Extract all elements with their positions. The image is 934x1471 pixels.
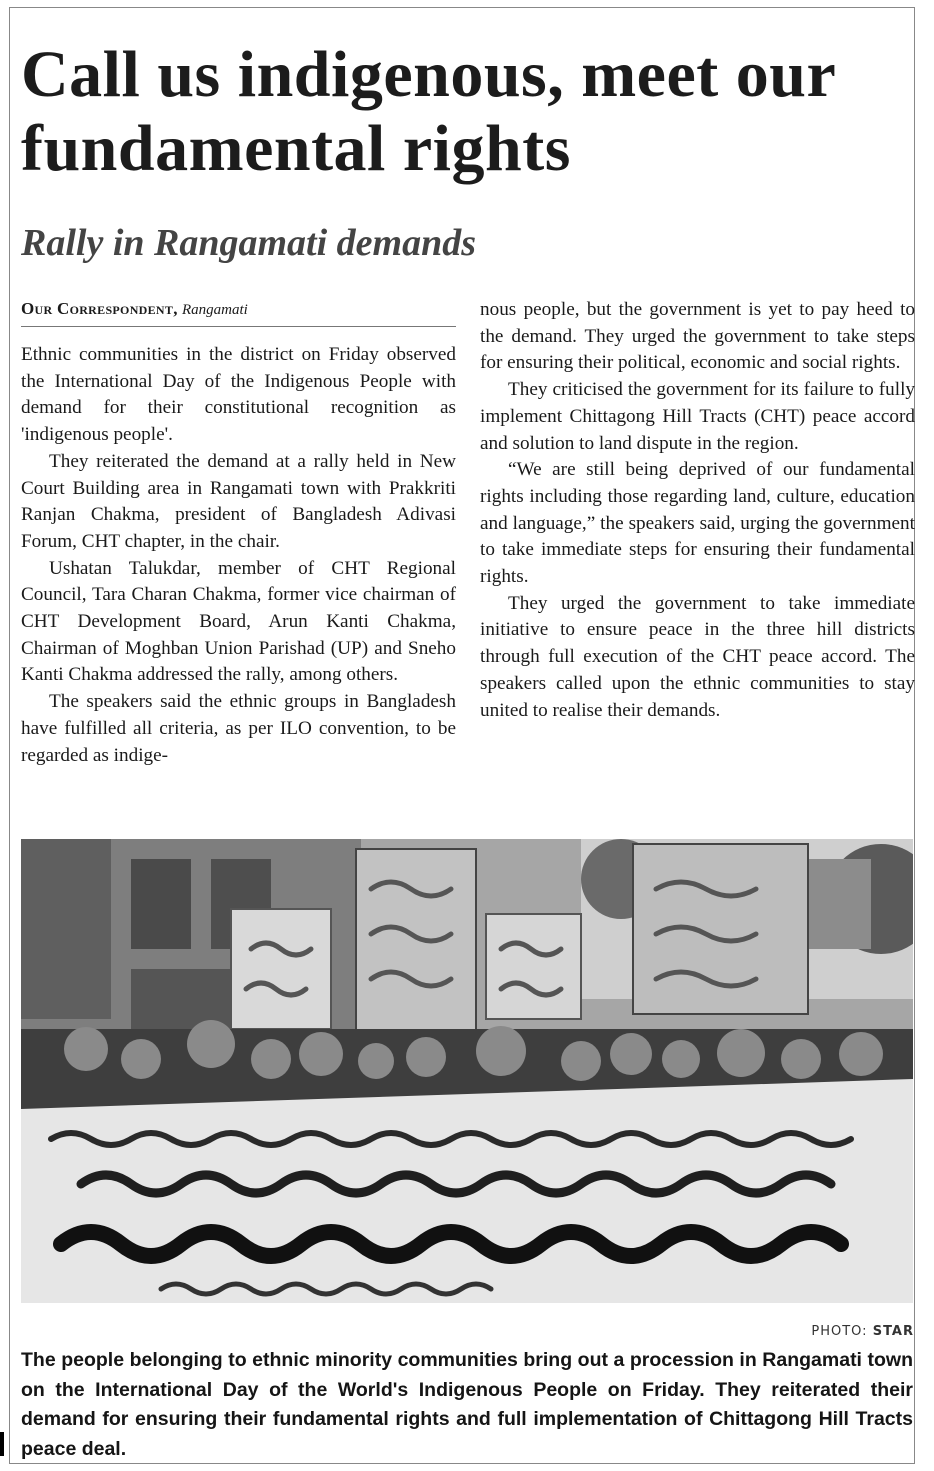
paragraph: They criticised the government for its failure to fully implement Chittagong Hill Tracts (CHT) peace accord and solution to land dispute in the region. [480,379,915,454]
article-column-1 [21,342,456,769]
byline-name: Our Correspondent, [21,299,178,318]
article-column-2 [480,297,915,724]
rally-photo-illustration [21,839,913,1303]
photo-credit [811,1324,914,1339]
photo-credit-source: STAR [872,1324,914,1339]
photo-caption: The people belonging to ethnic minority communities bring out a procession in Rangamati town on the International Day of the World's Indigenous People on Friday. They reiterated their demand for ensuring their fundamental rights and full implementation of Chittagong Hill Tracts peace deal. [21,1349,913,1460]
margin-mark [0,1432,4,1456]
byline-rule [21,326,456,327]
paragraph: The speakers said the ethnic groups in Bangladesh have fulfilled all criteria, as per ILO convention, to be regarded as indige- [21,691,456,766]
headline: Call us indigenous, meet our fundamental rights [21,38,836,185]
rally-photo [21,839,913,1303]
byline [21,299,248,319]
subheadline: Rally in Rangamati demands [21,222,477,264]
paragraph: Ethnic communities in the district on Friday observed the International Day of the Indigenous People with demand for their constitutional recognition as 'indigenous people'. [21,344,456,446]
paragraph: nous people, but the government is yet to pay heed to the demand. They urged the government to take steps for ensuring their political, economic and social rights. [480,299,915,374]
byline-place: Rangamati [182,302,248,318]
paragraph: They reiterated the demand at a rally held in New Court Building area in Rangamati town with Prakkriti Ranjan Chakma, president of Bangladesh Adivasi Forum, CHT chapter, in the chair. [21,450,456,552]
photo-credit-label: PHOTO: [811,1324,868,1339]
paragraph: Ushatan Talukdar, member of CHT Regional Council, Tara Charan Chakma, former vice chairman of CHT Development Board, Arun Kanti Chakma, Chairman of Moghban Union Parishad (UP) and Sneho Kanti Chakma addressed the rally, among others. [21,557,456,686]
paragraph: “We are still being deprived of our fundamental rights including those regarding land, culture, education and language,” the speakers said, urging the government to take immediate steps for ensuring their fundamental rights. [480,459,915,588]
paragraph: They urged the government to take immediate initiative to ensure peace in the three hill districts through full execution of the CHT peace accord. The speakers called upon the ethnic communities to stay united to realise their demands. [480,592,915,721]
